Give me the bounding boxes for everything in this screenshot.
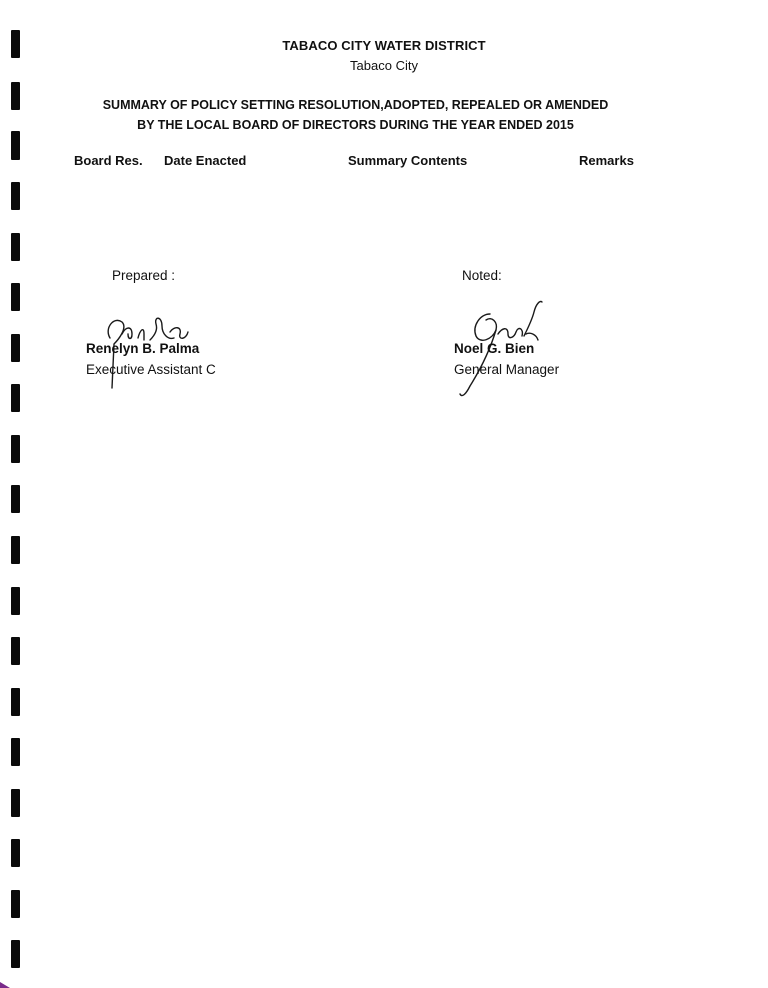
column-header-board-res: Board Res. [74, 153, 143, 168]
binder-hole [11, 839, 20, 867]
noted-position: General Manager [454, 362, 560, 377]
binder-hole [11, 536, 20, 564]
column-header-summary-contents: Summary Contents [348, 153, 468, 168]
binder-hole [11, 738, 20, 766]
report-title-line-1: SUMMARY OF POLICY SETTING RESOLUTION,ADOPTED, REPEALED OR AMENDED [102, 98, 609, 112]
binder-hole [11, 334, 20, 362]
binder-hole [11, 940, 20, 968]
binder-holes [0, 0, 30, 988]
binder-hole [11, 485, 20, 513]
column-header-date-enacted: Date Enacted [164, 153, 247, 168]
prepared-name: Renelyn B. Palma [86, 341, 200, 356]
binder-hole [11, 587, 20, 615]
noted-label: Noted: [462, 268, 502, 283]
binder-hole [11, 131, 20, 160]
binder-hole [11, 233, 20, 261]
organization-city: Tabaco City [350, 58, 418, 73]
organization-name: TABACO CITY WATER DISTRICT [282, 38, 486, 53]
column-header-remarks: Remarks [579, 153, 634, 168]
binder-hole [11, 283, 20, 311]
binder-hole [11, 435, 20, 463]
binder-hole [11, 182, 20, 210]
binder-hole [11, 688, 20, 716]
noted-name: Noel G. Bien [454, 341, 535, 356]
report-title-line-2: BY THE LOCAL BOARD OF DIRECTORS DURING THE YEAR ENDED 2015 [137, 118, 574, 132]
report-title [0, 95, 711, 135]
binder-hole [11, 637, 20, 665]
binder-hole [11, 384, 20, 412]
scan-artifact [0, 978, 10, 988]
binder-hole [11, 789, 20, 817]
prepared-position: Executive Assistant C [86, 362, 216, 377]
prepared-label: Prepared : [112, 268, 176, 283]
binder-hole [11, 890, 20, 918]
